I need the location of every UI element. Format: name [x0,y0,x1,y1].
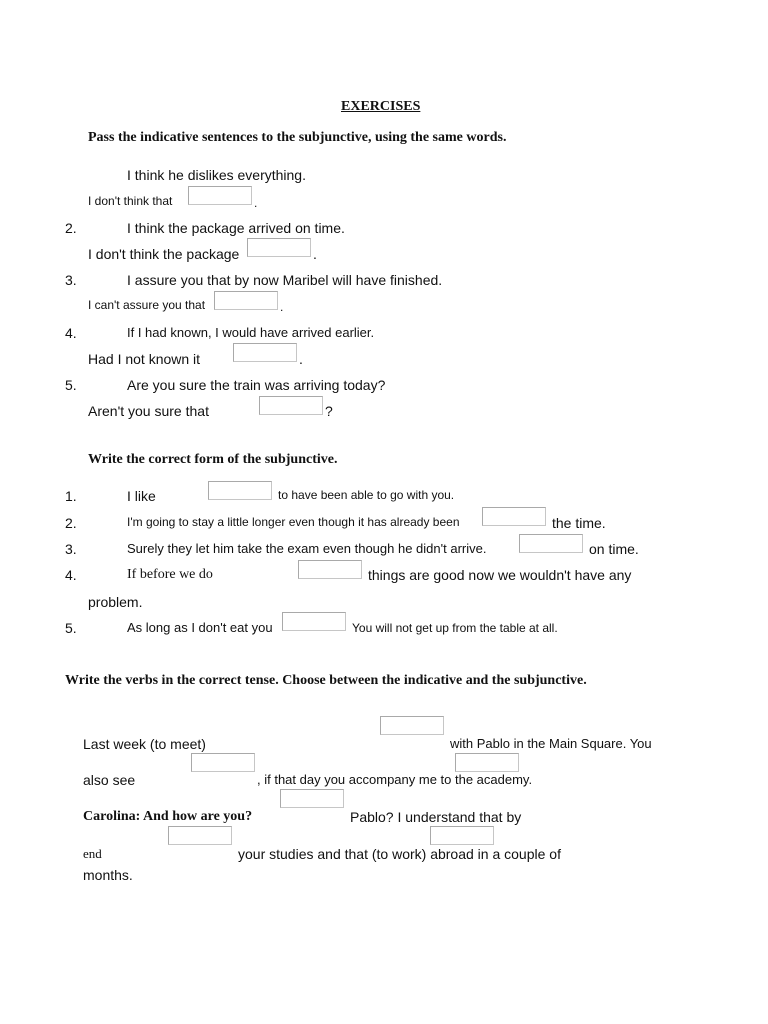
s3-line3-part2: Pablo? I understand that by [350,809,522,825]
s1-item3-prompt: I can't assure you that [88,298,206,312]
s2-item3-number: 3. [65,541,77,557]
s3-answer-2[interactable] [191,753,255,772]
page-title: EXERCISES [341,99,421,114]
s3-line2-part1: also see [83,772,136,788]
s1-item4-prompt: Had I not known it [88,351,201,367]
s1-item3-number: 3. [65,272,77,288]
s2-item5-number: 5. [65,620,77,636]
s3-line1-part2: with Pablo in the Main Square. You [450,736,652,751]
s3-answer-5[interactable] [168,826,232,845]
s2-item4-number: 4. [65,567,77,583]
s3-line4-part1: end [83,846,102,861]
s2-item2-number: 2. [65,515,77,531]
s1-item3-end: . [280,300,284,314]
s2-item3-before: Surely they let him take the exam even though he didn't arrive. [127,541,487,556]
s2-item4-after: things are good now we wouldn't have any [368,567,632,583]
s1-answer-3[interactable] [214,291,278,310]
s2-answer-4[interactable] [298,560,362,579]
s2-item2-before: I'm going to stay a little longer even though it has already been [127,515,460,529]
s1-item2-number: 2. [65,220,77,236]
s1-item1-sentence: I think he dislikes everything. [127,167,306,183]
s1-answer-1[interactable] [188,186,252,205]
s3-answer-4[interactable] [280,789,344,808]
s1-item2-sentence: I think the package arrived on time. [127,220,345,236]
s2-item4-continuation: problem. [88,594,143,610]
s3-answer-6[interactable] [430,826,494,845]
s2-item3-after: on time. [589,541,639,557]
s2-answer-5[interactable] [282,612,346,631]
s3-answer-1[interactable] [380,716,444,735]
section2-heading: Write the correct form of the subjunctive. [88,452,338,467]
s2-item1-after: to have been able to go with you. [278,488,455,502]
s1-answer-2[interactable] [247,238,311,257]
s2-item2-after: the time. [552,515,606,531]
section1-heading: Pass the indicative sentences to the subjunctive, using the same words. [88,130,507,145]
s1-item3-sentence: I assure you that by now Maribel will have finished. [127,272,443,288]
s2-item1-number: 1. [65,488,77,504]
s1-item4-end: . [299,351,303,367]
section3-heading: Write the verbs in the correct tense. Choose between the indicative and the subjunctive. [65,673,587,688]
s2-item1-before: I like [127,488,156,504]
s1-item2-end: . [313,246,317,262]
s2-answer-2[interactable] [482,507,546,526]
s2-answer-1[interactable] [208,481,272,500]
s3-answer-3[interactable] [455,753,519,772]
s1-item2-prompt: I don't think the package [88,246,240,262]
s1-item5-number: 5. [65,377,77,393]
s1-item4-sentence: If I had known, I would have arrived earlier. [127,325,375,340]
s1-item5-end: ? [325,403,333,419]
s1-item1-end: . [254,196,258,210]
s2-item5-after: You will not get up from the table at all. [352,621,558,635]
s3-line4-part2: your studies and that (to work) abroad in a couple of [238,846,561,862]
s1-item5-sentence: Are you sure the train was arriving today? [127,377,386,393]
s2-item5-before: As long as I don't eat you [127,620,273,635]
s2-item4-before: If before we do [127,567,213,582]
s2-answer-3[interactable] [519,534,583,553]
s1-answer-5[interactable] [259,396,323,415]
s1-answer-4[interactable] [233,343,297,362]
s3-line3-part1: Carolina: And how are you? [83,809,253,824]
s1-item5-prompt: Aren't you sure that [88,403,209,419]
s1-item4-number: 4. [65,325,77,341]
s3-line1-part1: Last week (to meet) [83,736,206,752]
s3-line2-part2: , if that day you accompany me to the academy. [257,772,533,787]
s3-line5: months. [83,867,133,883]
s1-item1-prompt: I don't think that [88,194,173,208]
